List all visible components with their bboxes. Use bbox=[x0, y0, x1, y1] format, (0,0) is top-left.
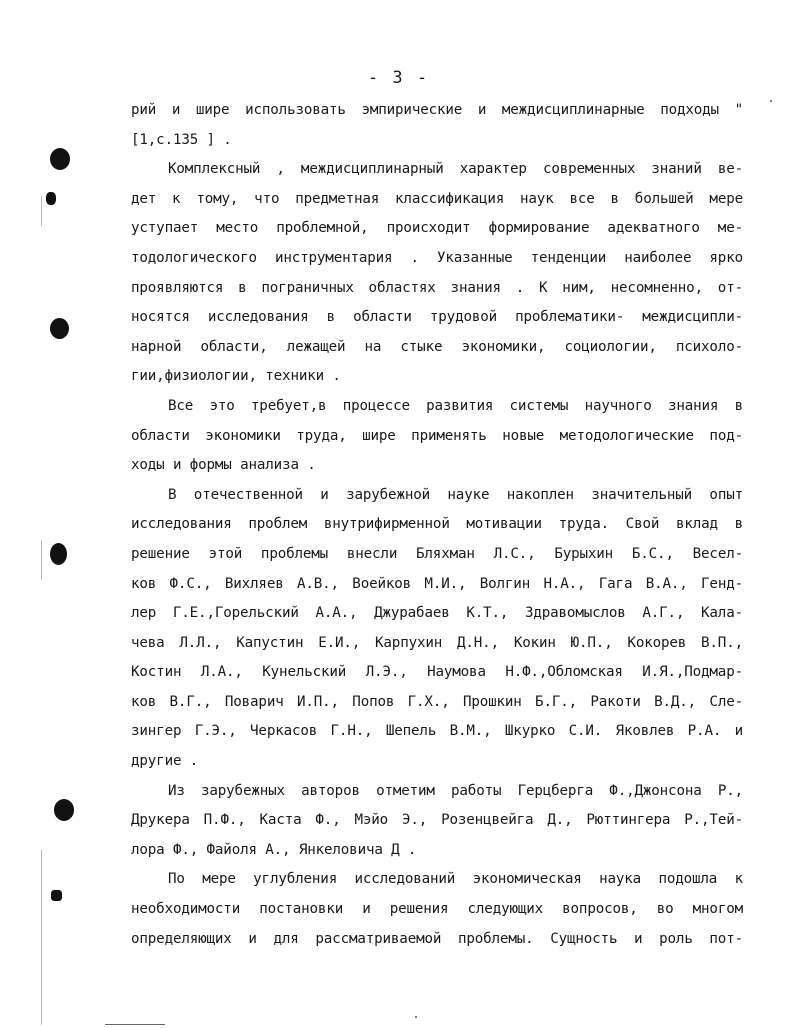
left-edge-shadow-3 bbox=[41, 850, 42, 1025]
text-line: лер Г.Е.,Горельский А.А., Джурабаев К.Т., Здравомыслов А.Г., Кала- bbox=[131, 605, 743, 622]
text-line: решение этой проблемы внесли Бляхман Л.С., Бурыхин Б.С., Весел- bbox=[131, 545, 743, 562]
text-line: тодологического инструментария . Указанные тенденции наиболее ярко bbox=[131, 249, 743, 266]
text-line: области экономики труда, шире применять новые методологические под- bbox=[131, 427, 743, 444]
text-line: другие . bbox=[131, 753, 199, 770]
page-number: - 3 - bbox=[367, 68, 430, 88]
text-line: Комплексный , междисциплинарный характер современных знаний ве- bbox=[168, 161, 743, 178]
text-line: Костин Л.А., Кунельский Л.Э., Наумова Н.Ф.,Обломская И.Я.,Подмар- bbox=[131, 664, 743, 681]
text-line: чева Л.Л., Капустин Е.И., Карпухин Д.Н., Кокин Ю.П., Кокорев В.П., bbox=[131, 634, 743, 651]
text-line: Все это требует,в процессе развития системы научного знания в bbox=[168, 397, 743, 414]
text-line: проявляются в пограничных областях знания . К ним, несомненно, от- bbox=[131, 279, 743, 296]
speck bbox=[770, 100, 772, 102]
text-line: носятся исследования в области трудовой проблематики- междисципли- bbox=[131, 309, 743, 326]
body-text bbox=[131, 96, 743, 954]
text-line: нарной области, лежащей на стыке экономики, социологии, психоло- bbox=[131, 338, 743, 355]
left-edge-shadow-2 bbox=[41, 540, 42, 580]
text-line: необходимости постановки и решения следующих вопросов, во многом bbox=[131, 901, 743, 918]
punch-hole-1 bbox=[50, 148, 70, 170]
text-line: лора Ф., Файоля А., Янкеловича Д . bbox=[131, 841, 417, 858]
punch-hole-4 bbox=[50, 543, 67, 565]
text-line: гии,физиологии, техники . bbox=[131, 368, 341, 385]
text-line: ходы и формы анализа . bbox=[131, 457, 316, 474]
text-line: дет к тому, что предметная классификация наук все в большей мере bbox=[131, 190, 743, 207]
text-line: ков Ф.С., Вихляев А.В., Воейков М.И., Волгин Н.А., Гага В.А., Генд- bbox=[131, 575, 743, 592]
speck bbox=[415, 1016, 417, 1018]
text-line: исследования проблем внутрифирменной мотивации труда. Свой вклад в bbox=[131, 516, 743, 533]
text-line: зингер Г.Э., Черкасов Г.Н., Шепель В.М., Шкурко С.И. Яковлев Р.А. и bbox=[131, 723, 743, 740]
left-edge-shadow bbox=[41, 196, 42, 226]
text-line: [1,с.135 ] . bbox=[131, 131, 232, 148]
text-line: Друкера П.Ф., Каста Ф., Мэйо Э., Розенцвейга Д., Рюттингера Р.,Тей- bbox=[131, 812, 743, 829]
punch-hole-3 bbox=[50, 318, 69, 339]
scanner-mark bbox=[51, 890, 62, 901]
text-line: Из зарубежных авторов отметим работы Герцберга Ф.,Джонсона Р., bbox=[168, 782, 743, 799]
text-line: ков В.Г., Поварич И.П., Попов Г.Х., Прошкин Б.Г., Ракоти В.Д., Сле- bbox=[131, 693, 743, 710]
bottom-rule bbox=[105, 1024, 165, 1025]
text-line: определяющих и для рассматриваемой проблемы. Сущность и роль пот- bbox=[131, 930, 743, 947]
text-line: уступает место проблемной, происходит формирование адекватного ме- bbox=[131, 220, 743, 237]
punch-hole-5 bbox=[54, 799, 74, 821]
punch-hole-2 bbox=[46, 192, 56, 205]
text-line: рий и шире использовать эмпирические и междисциплинарные подходы " bbox=[131, 102, 743, 118]
text-line: В отечественной и зарубежной науке накоплен значительный опыт bbox=[168, 486, 743, 503]
text-line: По мере углубления исследований экономическая наука подошла к bbox=[168, 871, 743, 888]
